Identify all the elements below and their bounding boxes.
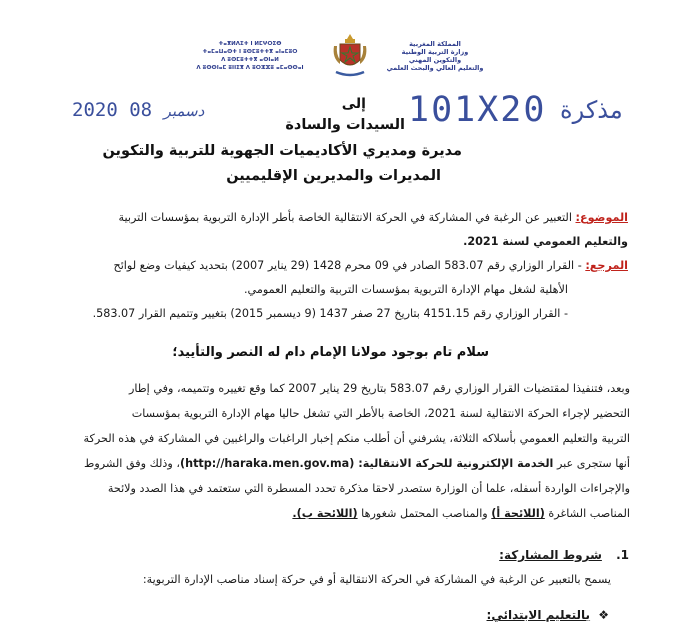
reference-1-line1: - القرار الوزاري رقم 583.07 الصادر في 09 محرم 1428 (29 يناير 2007) بتحديد كيفيات وضع لوائح — [113, 259, 582, 272]
letterhead-amazigh — [195, 40, 305, 72]
section-1-intro: يسمح بالتعبير عن الرغبة في المشاركة في الحركة الانتقالية أو في حركة إسناد مناصب الإدارة التربوية: — [142, 573, 611, 586]
memo-number: 101X20 — [408, 90, 547, 130]
greeting: سلام تام بوجود مولانا الإمام دام له النصر والتأييد؛ — [172, 345, 489, 360]
addressee-line3: المديرات والمديرين الإقليميين — [226, 168, 441, 184]
annex-a: (اللائحة أ) — [491, 507, 545, 520]
reference-1-line2: الأهلية لشغل مهام الإدارة التربوية بمؤسسات التربية والتعليم العمومي. — [243, 283, 568, 296]
bullet-diamond-icon: ❖ — [598, 608, 609, 622]
date-month: دسمبر — [163, 102, 205, 120]
subject-text-line2: والتعليم العمومي لسنة 2021. — [463, 235, 628, 248]
date-stamp — [72, 99, 204, 121]
letterhead-arabic-line: المملكة المغربية — [409, 40, 461, 48]
annex-b: (اللائحة ب). — [292, 507, 358, 520]
letterhead-amazigh-line: ⴷ ⵓⵙⵎⵓⵜⵜⴳ ⴰⵙⵏⴰⵍ — [221, 57, 279, 63]
body-line6-mid: والمناصب المحتمل شغورها — [361, 507, 488, 520]
addressee-to: إلى — [341, 96, 366, 112]
body-line4-pre: أنها ستجرى عبر — [556, 457, 630, 470]
addressee-line2: مديرة ومديري الأكاديميات الجهوية للتربية والتكوين — [102, 143, 462, 159]
references-label: المرجع: — [585, 259, 628, 272]
body-line3: التربية والتعليم العمومي بأسلاكه الثلاثة، يشرفني أن أطلب منكم إخبار الراغبات والراغبين في المشاركة في هذه الحركة — [83, 432, 630, 445]
letterhead-amazigh-line: ⴷ ⵓⵙⵙⵏⴰⵎ ⵓⵏⵏⵉⴳ ⴷ ⵓⵔⵣⵣⵓ ⴰⵎⴰⵙⵙⴰⵏ — [196, 65, 304, 71]
date-day: 08 — [129, 99, 153, 121]
memo-label: مذكرة — [560, 96, 623, 124]
section-1-bullet-text: بالتعليم الابتدائي: — [486, 608, 591, 622]
body-line2: التحضير لإجراء الحركة الانتقالية لسنة 2021، الخاصة بالأطر التي تشغل حاليا مهام الإدارة التربوية بمؤسسات — [131, 407, 630, 420]
letterhead-amazigh-line: ⵜⴰⴳⵍⴷⵉⵜ ⵏ ⵍⵎⵖⵔⵉⴱ — [218, 41, 282, 47]
letterhead-arabic-line: والتكوين المهني — [408, 56, 462, 64]
section-1-heading — [499, 548, 629, 562]
letterhead-arabic-line: وزارة التربية الوطنية — [401, 48, 469, 56]
section-1-title: شروط المشاركة: — [499, 548, 602, 562]
body-line5: والإجراءات الواردة أسفله، علما أن الوزارة ستصدر لاحقا مذكرة تحدد المسطرة التي ستعتمد في هذا الصدد ولائحة — [107, 482, 630, 495]
reference-2: - القرار الوزاري رقم 4151.15 بتاريخ 27 صفر 1437 (9 ديسمبر 2015) بتغيير وتتميم القرار 583.07. — [92, 307, 568, 320]
subject-text-line1: التعبير عن الرغبة في المشاركة في الحركة الانتقالية الخاصة بأطر الإدارة التربوية بمؤسسات التربية — [118, 211, 572, 224]
letterhead-arabic-line: والتعليم العالي والبحث العلمي — [386, 64, 484, 72]
references — [60, 254, 628, 326]
addressee-line1: السيدات والسادة — [285, 117, 405, 133]
section-1-number: 1. — [616, 548, 629, 562]
body-line1: وبعد، فتنفيذا لمقتضيات القرار الوزاري رقم 583.07 بتاريخ 29 يناير 2007 كما وقع تغييره وتتميمه، وفي إطار — [128, 382, 630, 395]
body-line6-pre: المناصب الشاغرة — [548, 507, 630, 520]
coat-of-arms-icon — [330, 32, 370, 80]
subject-label: الموضوع: — [575, 211, 628, 224]
letterhead-amazigh-line: ⵜⴰⵎⴰⵡⴰⵙⵜ ⵏ ⵓⵙⵎⵓⵜⵜⴳ ⴰⵏⴰⵎⵓⵔ — [202, 49, 298, 55]
body-paragraph — [50, 376, 630, 526]
letterhead-arabic — [370, 40, 500, 72]
date-year: 2020 — [72, 99, 118, 121]
body-line4-post: ، وذلك وفق الشروط — [83, 457, 180, 470]
section-1-bullet — [487, 608, 609, 622]
e-service-link[interactable]: الخدمة الإلكترونية للحركة الانتقالية: (http://haraka.men.gov.ma) — [179, 457, 554, 470]
subject — [60, 206, 628, 254]
